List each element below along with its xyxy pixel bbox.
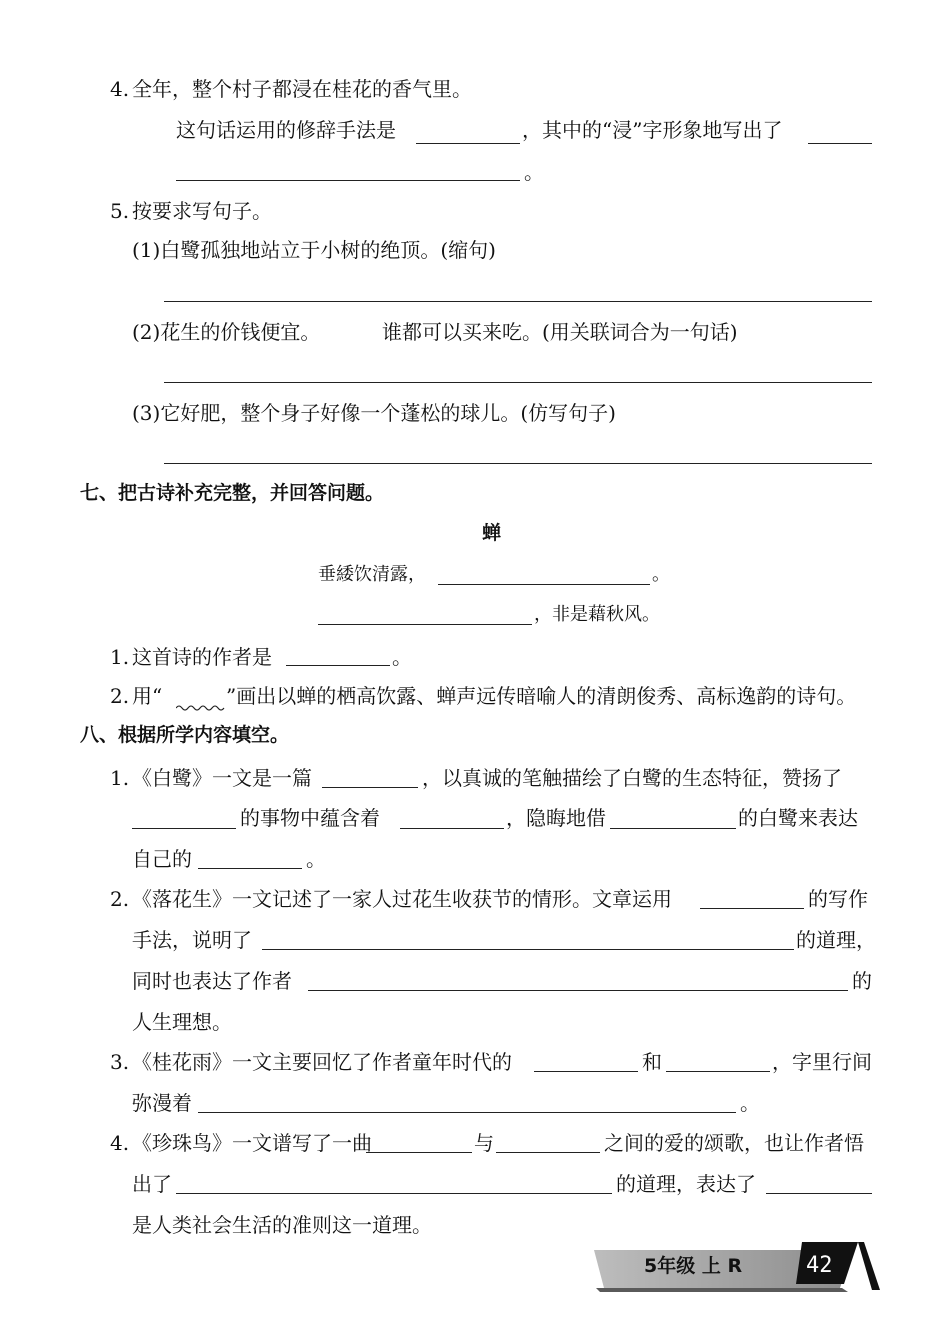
poem-title: 蝉: [482, 522, 502, 544]
subquestion-1: (1)白鹭孤独地站立于小树的绝顶。(缩句): [132, 238, 496, 262]
instruction-text: 按要求写句子。: [132, 199, 272, 223]
answer-blank[interactable]: [700, 908, 804, 909]
item-number: 2.: [110, 887, 130, 911]
question-text: 同时也表达了作者: [132, 969, 292, 993]
question-text: 这首诗的作者是: [132, 645, 272, 669]
item-number: 4.: [110, 1131, 130, 1155]
question-text: 的道理，表达了: [616, 1172, 756, 1196]
answer-blank[interactable]: [496, 1152, 600, 1153]
answer-blank[interactable]: [610, 828, 736, 829]
answer-blank[interactable]: [416, 143, 520, 144]
answer-line[interactable]: [164, 382, 872, 383]
question-text: 弥漫着: [132, 1091, 192, 1115]
item-number: 3.: [110, 1050, 130, 1074]
answer-blank[interactable]: [176, 1193, 612, 1194]
subquestion-2b: 谁都可以买来吃。(用关联词合为一句话): [382, 320, 738, 344]
poem-line-2: ，非是藉秋风。: [534, 604, 660, 625]
subquestion-2a: (2)花生的价钱便宜。: [132, 320, 321, 344]
period: 。: [740, 1091, 760, 1115]
question-text: 《珍珠鸟》一文谱写了一曲: [132, 1131, 372, 1155]
question-text: 的白鹭来表达: [738, 806, 858, 830]
answer-blank[interactable]: [666, 1071, 770, 1072]
question-text: ，隐晦地借: [506, 806, 606, 830]
item-number: 1.: [110, 645, 130, 669]
question-text: ”画出以蝉的栖高饮露、蝉声远传暗喻人的清朗俊秀、高标逸韵的诗句。: [226, 684, 857, 708]
item-number: 5.: [110, 199, 130, 223]
section-heading: 七、把古诗补充完整，并回答问题。: [80, 482, 385, 504]
period: 。: [392, 645, 412, 669]
grade-label: 5年级 上 R: [644, 1255, 743, 1277]
question-text: 手法，说明了: [132, 928, 252, 952]
question-text: 自己的: [132, 847, 192, 871]
item-number: 2.: [110, 684, 130, 708]
poem-line-1: 垂緌饮清露，: [318, 564, 426, 585]
answer-blank[interactable]: [808, 143, 872, 144]
wavy-underline-icon: [176, 704, 226, 712]
section-heading: 八、根据所学内容填空。: [80, 724, 290, 746]
question-text: 的写作: [808, 887, 868, 911]
answer-blank[interactable]: [132, 828, 236, 829]
page-number: 42: [806, 1253, 833, 1278]
answer-blank[interactable]: [400, 828, 504, 829]
question-text: 的道理，: [796, 928, 876, 952]
item-number: 4.: [110, 77, 130, 101]
question-text: 和: [642, 1050, 662, 1074]
question-text: 是人类社会生活的准则这一道理。: [132, 1213, 432, 1237]
question-text: 用“: [132, 684, 163, 708]
question-text: 与: [474, 1131, 494, 1155]
question-text: 之间的爱的颂歌，也让作者悟: [604, 1131, 864, 1155]
answer-blank[interactable]: [766, 1193, 872, 1194]
period: 。: [306, 847, 326, 871]
answer-blank[interactable]: [308, 990, 848, 991]
answer-blank[interactable]: [262, 949, 794, 950]
question-text: 的: [852, 969, 872, 993]
period: 。: [652, 564, 670, 585]
poem-blank[interactable]: [438, 584, 650, 585]
answer-blank[interactable]: [366, 1152, 472, 1153]
poem-blank[interactable]: [318, 624, 532, 625]
item-number: 1.: [110, 766, 130, 790]
period: 。: [524, 160, 544, 184]
question-text: 人生理想。: [132, 1010, 232, 1034]
answer-blank[interactable]: [534, 1071, 638, 1072]
answer-line[interactable]: [164, 463, 872, 464]
answer-blank[interactable]: [176, 180, 520, 181]
sentence-text: 全年，整个村子都浸在桂花的香气里。: [132, 77, 472, 101]
answer-blank[interactable]: [322, 787, 418, 788]
question-text: 《落花生》一文记述了一家人过花生收获节的情形。文章运用: [132, 887, 672, 911]
subquestion-3: (3)它好肥，整个身子好像一个蓬松的球儿。(仿写句子): [132, 401, 616, 425]
answer-blank[interactable]: [198, 868, 302, 869]
question-text: 的事物中蕴含着: [240, 806, 380, 830]
question-text: ，以真诚的笔触描绘了白鹭的生态特征，赞扬了: [422, 766, 842, 790]
question-text: 出了: [132, 1172, 172, 1196]
question-text: 这句话运用的修辞手法是: [176, 118, 396, 142]
question-text: ，其中的“浸”字形象地写出了: [522, 118, 783, 142]
question-text: 《白鹭》一文是一篇: [132, 766, 312, 790]
answer-blank[interactable]: [286, 665, 390, 666]
answer-blank[interactable]: [198, 1112, 736, 1113]
question-text: 《桂花雨》一文主要回忆了作者童年时代的: [132, 1050, 512, 1074]
answer-line[interactable]: [164, 301, 872, 302]
question-text: ，字里行间: [772, 1050, 872, 1074]
